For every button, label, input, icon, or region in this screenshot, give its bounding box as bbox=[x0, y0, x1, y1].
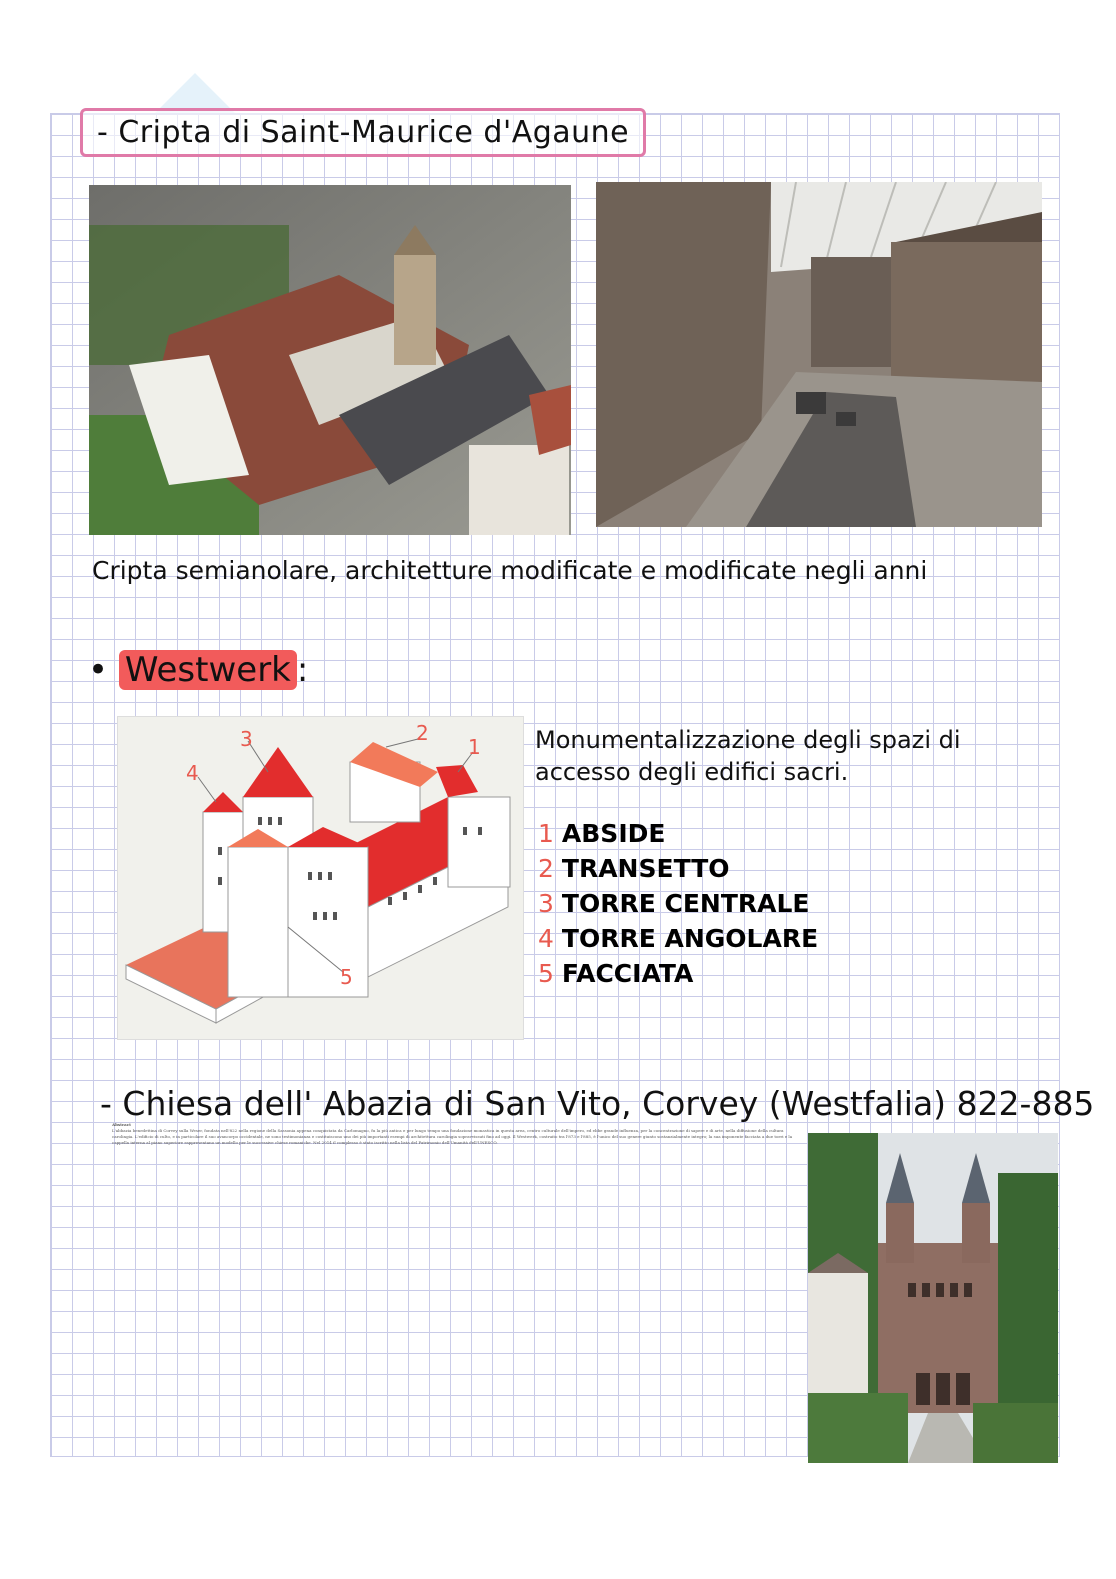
diagram-label-2: 2 bbox=[416, 721, 429, 745]
westwerk-heading: • Westwerk : bbox=[88, 650, 309, 690]
legend-item: 3 TORRE CENTRALE bbox=[538, 889, 810, 918]
westwerk-diagram bbox=[117, 716, 524, 1040]
westwerk-description: Monumentalizzazione degli spazi di accesso degli edifici sacri. bbox=[535, 726, 961, 786]
diagram-label-5: 5 bbox=[340, 965, 353, 989]
crypt-caption: Cripta semianolare, architetture modificate e modificate negli anni bbox=[92, 556, 928, 585]
corvey-heading: - Chiesa dell' Abazia di San Vito, Corvey (Westfalia) 822-885 bbox=[100, 1084, 1095, 1123]
legend-item: 4 TORRE ANGOLARE bbox=[538, 924, 819, 953]
legend-item: 1 ABSIDE bbox=[538, 819, 666, 848]
legend-item: 2 TRANSETTO bbox=[538, 854, 730, 883]
abstract-text: L'abbazia benedettina di Corvey sulla Weser, fondata nell'822 nella regione della Sassonia appena conquistata da Carlomagno, fu la più antica e per lungo tempo una fondazione monastica in questa area, centro culturale dell'impero, ed ebbe grande influenza, per la concentrazione di sapere e di arte, nella diffusione della cultura carolingia. L'edificio di culto, e in particolare il suo avancorpo occidentale, ne sono testimonianza e costituiscono uno dei più importanti esempi di architettura carolingia sopravvissuti fino ad oggi. Il Westwerk, costruito tra l'873 e l'885, è l'unico del suo genere giunto sostanzialmente integro; la sua imponente facciata a due torri e la cappella interna al piano superiore rappresentano un modello per le successive chiese romaniche. Nel 2014 il complesso è stato iscritto nella lista del Patrimonio dell'Umanità dell'UNESCO. bbox=[112, 1128, 793, 1145]
crypt-interior-photo bbox=[596, 182, 1042, 527]
diagram-label-3: 3 bbox=[240, 727, 253, 751]
abstract-heading: Abstract bbox=[112, 1122, 131, 1127]
abbey-aerial-photo bbox=[89, 185, 571, 535]
section1-title: - Cripta di Saint-Maurice d'Agaune bbox=[72, 108, 646, 157]
corvey-abbey-photo bbox=[808, 1133, 1058, 1463]
diagram-label-1: 1 bbox=[468, 735, 481, 759]
westwerk-legend bbox=[538, 816, 818, 991]
legend-item: 5 FACCIATA bbox=[538, 959, 694, 988]
diagram-label-4: 4 bbox=[186, 761, 199, 785]
corvey-abstract bbox=[112, 1122, 802, 1146]
